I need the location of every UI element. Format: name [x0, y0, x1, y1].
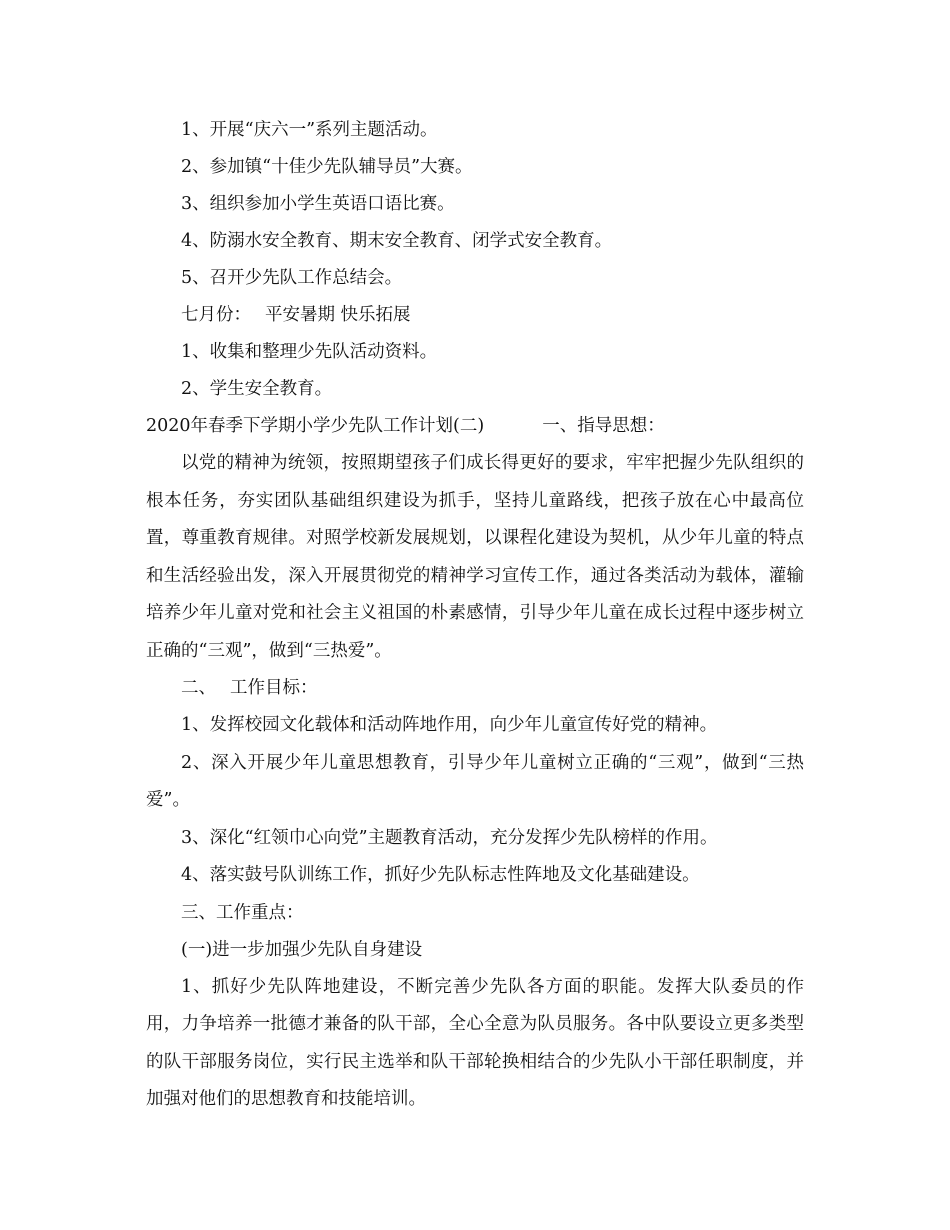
july-label: 七月份：	[181, 305, 251, 325]
june-item-4: 4、防溺水安全教育、期末安全教育、闭学式安全教育。	[181, 231, 613, 251]
section2-item-1: 1、发挥校园文化载体和活动阵地作用，向少年儿童宣传好党的精神。	[181, 715, 718, 735]
section2-heading-num: 二、	[181, 678, 216, 698]
plan-two-title: 2020年春季下学期小学少先队工作计划(二)	[146, 416, 485, 436]
july-theme: 平安暑期 快乐拓展	[265, 305, 411, 325]
section3-sub1-heading: (一)进一步加强少先队自身建设	[181, 939, 423, 960]
section3-heading: 三、工作重点：	[181, 902, 304, 923]
june-item-1: 1、开展“庆六一”系列主题活动。	[181, 120, 438, 140]
section2-item-2: 2、深入开展少年儿童思想教育，引导少年儿童树立正确的“三观”，做到“三热爱”。	[146, 752, 804, 810]
june-item-3: 3、组织参加小学生英语口语比赛。	[181, 194, 455, 214]
section2-heading-text: 工作目标：	[230, 678, 318, 698]
june-item-2: 2、参加镇“十佳少先队辅导员”大赛。	[181, 157, 473, 177]
section1-heading: 一、指导思想：	[542, 416, 665, 436]
section2-heading	[146, 670, 804, 707]
july-item-1: 1、收集和整理少先队活动资料。	[181, 342, 438, 362]
section2-item-3: 3、深化“红领巾心向党”主题教育活动，充分发挥少先队榜样的作用。	[181, 827, 718, 848]
july-item-2: 2、学生安全教育。	[181, 379, 333, 399]
july-heading	[146, 297, 804, 334]
section1-body: 以党的精神为统领，按照期望孩子们成长得更好的要求，牢牢把握少先队组织的根本任务，夯实团队基础组织建设为抓手，坚持儿童路线，把孩子放在心中最高位置，尊重教育规律。对照学校新发展规划，以课程化建设为契机，从少年儿童的特点和生活经验出发，深入开展贯彻党的精神学习宣传工作，通过各类活动为载体，灌输培养少年儿童对党和社会主义祖国的朴素感情，引导少年儿童在成长过程中逐步树立正确的“三观”，做到“三热爱”。	[146, 453, 804, 661]
section2-item-4: 4、落实鼓号队训练工作，抓好少先队标志性阵地及文化基础建设。	[181, 865, 700, 885]
june-item-5: 5、召开少先队工作总结会。	[181, 268, 403, 288]
plan-two-title-line	[146, 408, 804, 445]
section3-sub1-body: 1、抓好少先队阵地建设，不断完善少先队各方面的职能。发挥大队委员的作用，力争培养一批德才兼备的队干部，全心全意为队员服务。各中队要设立更多类型的队干部服务岗位，实行民主选举和队干部轮换相结合的少先队小干部任职制度，并加强对他们的思想教育和技能培训。	[146, 976, 804, 1109]
